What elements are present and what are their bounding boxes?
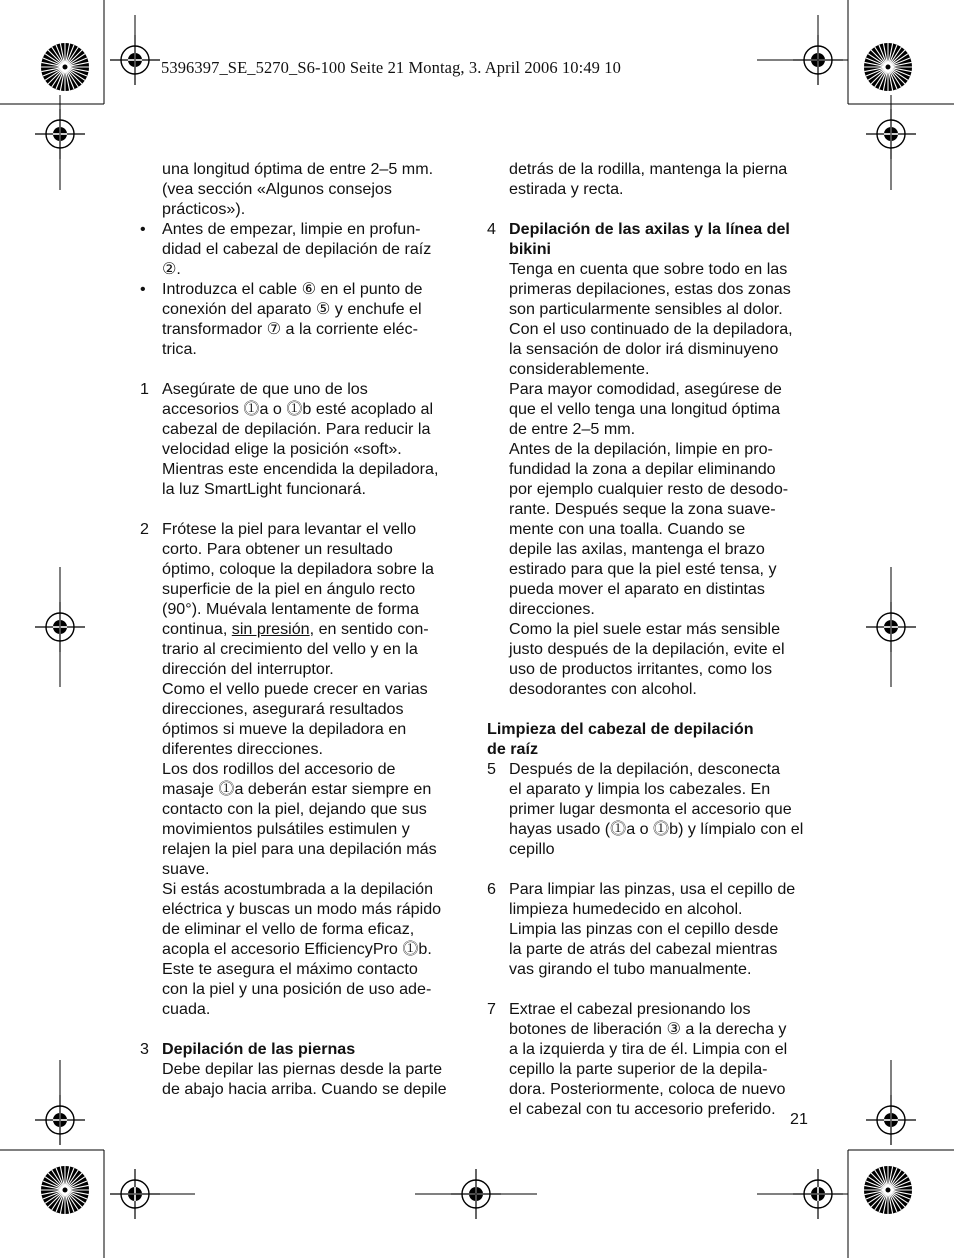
bullet-item bbox=[140, 279, 470, 359]
text-line: a la izquierda y tira de él. Limpia con el bbox=[509, 1040, 788, 1058]
text-line: desodorantes con alcohol. bbox=[509, 680, 697, 698]
text-line: cepillo bbox=[509, 840, 555, 858]
text-line: trica. bbox=[162, 340, 197, 358]
step-7 bbox=[487, 999, 822, 1119]
step-number: 5 bbox=[487, 760, 496, 778]
bullet-marker: • bbox=[140, 280, 146, 298]
text-line: dirección del interruptor. bbox=[162, 660, 334, 678]
text-line: prácticos»). bbox=[162, 200, 246, 218]
text-line: botones de liberación ③ a la derecha y bbox=[509, 1020, 787, 1038]
text-line: transformador ⑦ a la corriente eléc- bbox=[162, 320, 418, 338]
text-line: la sensación de dolor irá disminuyeno bbox=[509, 340, 779, 358]
text-line: Antes de empezar, limpie en profun- bbox=[162, 220, 421, 238]
text-line: Con el uso continuado de la depiladora, bbox=[509, 320, 793, 338]
text-line: que el vello tenga una longitud óptima bbox=[509, 400, 781, 418]
text-line: conexión del aparato ⑤ y enchufe el bbox=[162, 300, 422, 318]
text-line: cabezal de depilación. Para reducir la bbox=[162, 420, 431, 438]
text-line: Para limpiar las pinzas, usa el cepillo de bbox=[509, 880, 796, 898]
text-line: Mientras este encendida la depiladora, bbox=[162, 460, 439, 478]
text-line: Si estás acostumbrada a la depilación bbox=[162, 880, 434, 898]
text-line: estirada y recta. bbox=[509, 180, 624, 198]
text-line: el cabezal con tu accesorio preferido. bbox=[509, 1100, 776, 1118]
heading-line: Limpieza del cabezal de depilación bbox=[487, 720, 754, 738]
step-title: Depilación de las axilas y la línea del bbox=[509, 220, 790, 238]
text-line: (90°). Muévala lentamente de forma bbox=[162, 600, 419, 618]
text-line: por ejemplo cualquier resto de desodo- bbox=[509, 480, 789, 498]
text-line: acopla el accesorio EfficiencyPro ⓵b. bbox=[162, 940, 432, 958]
text-line: la luz SmartLight funcionará. bbox=[162, 480, 366, 498]
text-line: accesorios ⓵a o ⓵b esté acoplado al bbox=[162, 400, 434, 418]
text-line: relajen la piel para una depilación más bbox=[162, 840, 437, 858]
text-line: de eliminar el vello de forma eficaz, bbox=[162, 920, 415, 938]
text-line: limpieza humedecido en alcohol. bbox=[509, 900, 743, 918]
text-line: Extrae el cabezal presionando los bbox=[509, 1000, 751, 1018]
text-line: masaje ⓵a deberán estar siempre en bbox=[162, 780, 432, 798]
text-line: rante. Después seque la zona suave- bbox=[509, 500, 776, 518]
heading-line: de raíz bbox=[487, 740, 538, 758]
text-line: Introduzca el cable ⑥ en el punto de bbox=[162, 280, 423, 298]
text-line: ②. bbox=[162, 260, 181, 278]
text-fragment: , en sentido con- bbox=[309, 620, 429, 638]
text-line: direcciones, asegurará resultados bbox=[162, 700, 404, 718]
step-number: 6 bbox=[487, 880, 496, 898]
step-6 bbox=[487, 879, 822, 979]
text-line: Frótese la piel para levantar el vello bbox=[162, 520, 417, 538]
step-4 bbox=[487, 219, 822, 699]
step-title: bikini bbox=[509, 240, 552, 258]
text-line: direcciones. bbox=[509, 600, 595, 618]
text-line: justo después de la depilación, evite el bbox=[509, 640, 785, 658]
imprint-header: 5396397_SE_5270_S6-100 Seite 21 Montag, 3. April 2006 10:49 10 bbox=[161, 58, 621, 77]
text-line: suave. bbox=[162, 860, 210, 878]
text-line bbox=[162, 619, 470, 639]
text-line: uso de productos irritantes, como los bbox=[509, 660, 772, 678]
text-line: con la piel y una posición de uso ade- bbox=[162, 980, 432, 998]
step-number: 4 bbox=[487, 220, 496, 238]
text-line: mente con una toalla. Cuando se bbox=[509, 520, 746, 538]
intro-paragraph bbox=[140, 159, 470, 219]
text-line: Tenga en cuenta que sobre todo en las bbox=[509, 260, 788, 278]
underlined-text: sin presión bbox=[231, 620, 310, 638]
text-line: estirado para que la piel esté tensa, y bbox=[509, 560, 777, 578]
page-number: 21 bbox=[790, 1110, 808, 1128]
text-line: fundidad la zona a depilar eliminando bbox=[509, 460, 776, 478]
step-title: Depilación de las piernas bbox=[162, 1040, 356, 1058]
continuation-paragraph bbox=[487, 159, 822, 199]
step-1 bbox=[140, 379, 470, 499]
text-line: Antes de la depilación, limpie en pro- bbox=[509, 440, 773, 458]
text-line: Después de la depilación, desconecta bbox=[509, 760, 781, 778]
text-line: dora. Posteriormente, coloca de nuevo bbox=[509, 1080, 786, 1098]
text-line: diferentes direcciones. bbox=[162, 740, 324, 758]
text-line: cuada. bbox=[162, 1000, 211, 1018]
text-line: contacto con la piel, dejando que sus bbox=[162, 800, 427, 818]
step-number: 1 bbox=[140, 380, 149, 398]
text-line: Este te asegura el máximo contacto bbox=[162, 960, 418, 978]
text-line: (vea sección «Algunos consejos bbox=[162, 180, 392, 198]
text-line: la parte de atrás del cabezal mientras bbox=[509, 940, 778, 958]
step-number: 7 bbox=[487, 1000, 496, 1018]
text-fragment: continua, bbox=[162, 620, 232, 638]
text-line: velocidad elige la posición «soft». bbox=[162, 440, 402, 458]
text-line: óptimos si mueve la depiladora en bbox=[162, 720, 407, 738]
text-line: de abajo hacia arriba. Cuando se depile bbox=[162, 1080, 447, 1098]
text-line: detrás de la rodilla, mantenga la pierna bbox=[509, 160, 788, 178]
text-line: didad el cabezal de depilación de raíz bbox=[162, 240, 432, 258]
text-line: son particularmente sensibles al dolor. bbox=[509, 300, 783, 318]
text-line: Los dos rodillos del accesorio de bbox=[162, 760, 396, 778]
text-line: eléctrica y buscas un modo más rápido bbox=[162, 900, 442, 918]
step-number: 3 bbox=[140, 1040, 149, 1058]
text-line: Limpia las pinzas con el cepillo desde bbox=[509, 920, 779, 938]
text-line: Para mayor comodidad, asegúrese de bbox=[509, 380, 782, 398]
step-5 bbox=[487, 759, 822, 859]
text-line: Como la piel suele estar más sensible bbox=[509, 620, 781, 638]
bullet-item bbox=[140, 219, 470, 279]
text-line: corto. Para obtener un resultado bbox=[162, 540, 393, 558]
text-line: pueda mover el aparato en distintas bbox=[509, 580, 765, 598]
text-line: Debe depilar las piernas desde la parte bbox=[162, 1060, 443, 1078]
section-heading bbox=[487, 719, 822, 759]
text-line: de entre 2–5 mm. bbox=[509, 420, 636, 438]
text-line: Asegúrate de que uno de los bbox=[162, 380, 368, 398]
step-number: 2 bbox=[140, 520, 149, 538]
text-line: trario al crecimiento del vello y en la bbox=[162, 640, 418, 658]
step-2 bbox=[140, 519, 470, 1019]
text-line: una longitud óptima de entre 2–5 mm. bbox=[162, 160, 434, 178]
text-line: depile las axilas, mantenga el brazo bbox=[509, 540, 765, 558]
text-line: primeras depilaciones, estas dos zonas bbox=[509, 280, 791, 298]
text-line: movimientos pulsátiles estimulen y bbox=[162, 820, 410, 838]
right-column bbox=[487, 159, 822, 1119]
text-line: el aparato y limpia los cabezales. En bbox=[509, 780, 771, 798]
left-column bbox=[140, 159, 470, 1099]
text-line: vas girando el tubo manualmente. bbox=[509, 960, 752, 978]
text-line: superficie de la piel en ángulo recto bbox=[162, 580, 416, 598]
step-3 bbox=[140, 1039, 470, 1099]
text-line: primer lugar desmonta el accesorio que bbox=[509, 800, 792, 818]
text-line: cepillo la parte superior de la depila- bbox=[509, 1060, 768, 1078]
text-line: hayas usado (⓵a o ⓵b) y límpialo con el bbox=[509, 820, 804, 838]
text-line: óptimo, coloque la depiladora sobre la bbox=[162, 560, 434, 578]
text-line: Como el vello puede crecer en varias bbox=[162, 680, 428, 698]
text-line: considerablemente. bbox=[509, 360, 650, 378]
bullet-marker: • bbox=[140, 220, 146, 238]
